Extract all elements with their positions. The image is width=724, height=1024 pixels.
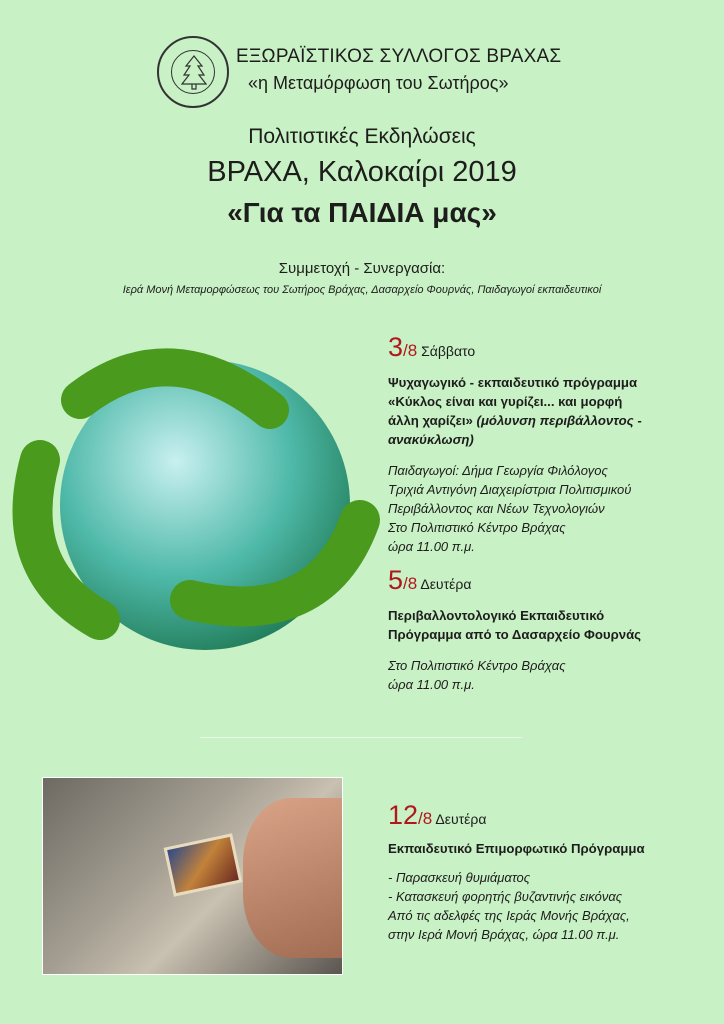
text-line: (μόλυνση περιβάλλοντος - [476,413,642,428]
event-month: /8 [403,574,418,593]
event-day: 3 [388,332,404,362]
recycling-globe-image [60,360,350,650]
event-3 [388,800,708,944]
text-line: άλλη χαρίζει» [388,413,473,428]
text-line: Ψυχαγωγικό - εκπαιδευτικό πρόγραμμα [388,375,638,390]
text-line: Παιδαγωγοί: Δήμα Γεωργία Φιλόλογος [388,463,608,478]
participation-partners: Ιερά Μονή Μεταμορφώσεως του Σωτήρος Βράχας, Δασαρχείο Φουρνάς, Παιδαγωγοί εκπαιδευτικοί [122,284,602,296]
org-subtitle: «η Μεταμόρφωση του Σωτήρος» [248,73,509,93]
text-line: Τριχιά Αντιγόνη Διαχειρίστρια Πολιτισμικού [388,482,632,497]
association-logo [157,36,229,108]
text-line: στην Ιερά Μονή Βράχας, ώρα 11.00 π.μ. [388,927,620,942]
event-day: 5 [388,565,404,595]
event-day: 12 [388,800,419,830]
text-line: ανακύκλωση) [388,432,474,447]
poster-theme: «Για τα ΠΑΙΔΙΑ μας» [227,197,497,228]
text-line: - Παρασκευή θυμιάματος [388,870,531,885]
poster-heading: Πολιτιστικές Εκδηλώσεις [248,125,476,148]
org-name: ΕΞΩΡΑΪΣΤΙΚΟΣ ΣΥΛΛΟΓΟΣ ΒΡΑΧΑΣ [236,46,562,67]
text-line: Πρόγραμμα από το Δασαρχείο Φουρνάς [388,627,642,642]
tree-icon [181,54,207,90]
text-line: Στο Πολιτιστικό Κέντρο Βράχας [388,520,566,535]
text-line: - Κατασκευή φορητής βυζαντινής εικόνας [388,889,623,904]
event-month: /8 [403,341,418,360]
text-line: Στο Πολιτιστικό Κέντρο Βράχας [388,658,566,673]
text-line: ώρα 11.00 π.μ. [388,677,475,692]
poster-title: ΒΡΑΧΑ, Καλοκαίρι 2019 [207,156,517,188]
text-line: ώρα 11.00 π.μ. [388,539,475,554]
text-line: Από τις αδελφές της Ιεράς Μονής Βράχας, [388,908,630,923]
divider [200,737,522,738]
event-month: /8 [418,809,433,828]
participation-label: Συμμετοχή - Συνεργασία: [278,260,446,277]
event-weekday: Δευτέρα [435,811,487,827]
text-line: Εκπαιδευτικό Επιμορφωτικό Πρόγραμμα [388,841,645,856]
text-line: «Κύκλος είναι και γυρίζει... και μορφή [388,394,623,409]
event-1 [388,332,708,556]
event-2 [388,565,708,694]
icon-painting-workshop-photo [42,777,343,975]
event-weekday: Σάββατο [421,343,476,359]
event-weekday: Δευτέρα [420,576,472,592]
text-line: Περιβαλλοντολογικό Εκπαιδευτικό [388,608,605,623]
recycle-arrows-icon [20,340,310,630]
text-line: Περιβάλλοντος και Νέων Τεχνολογιών [388,501,605,516]
